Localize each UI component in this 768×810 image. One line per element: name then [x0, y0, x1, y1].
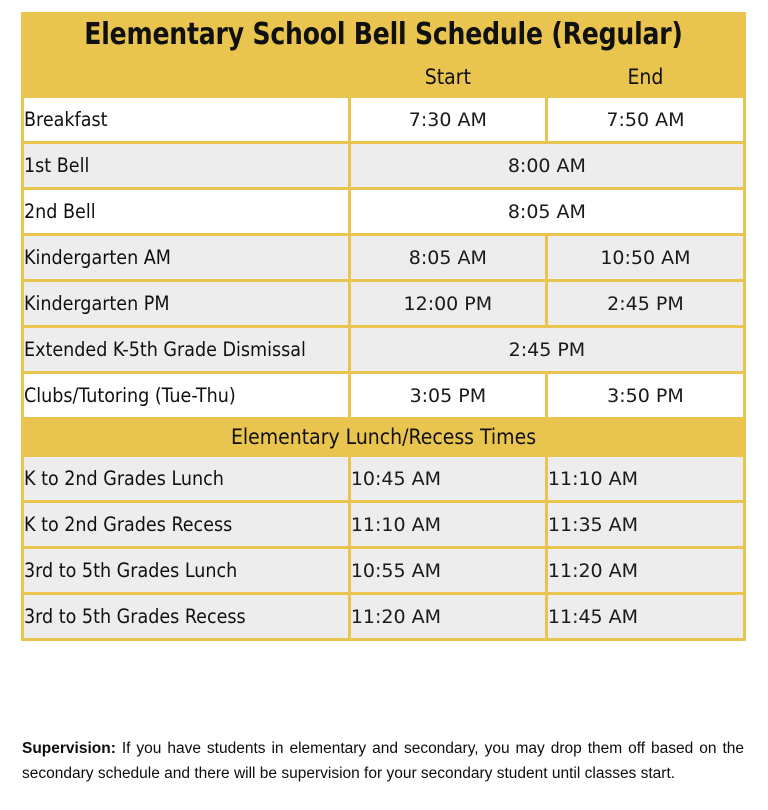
- row-label: Kindergarten PM: [24, 282, 348, 325]
- row-start-time: 12:00 PM: [351, 282, 545, 325]
- row-end-time: 10:50 AM: [548, 236, 743, 279]
- column-header-end: End: [548, 59, 743, 95]
- table-row: [24, 282, 743, 325]
- row-label: 1st Bell: [24, 144, 348, 187]
- page-title: Elementary School Bell Schedule (Regular): [84, 17, 683, 52]
- row-start-time: 10:55 AM: [351, 549, 545, 592]
- table-row: [24, 98, 743, 141]
- supervision-note: [22, 736, 744, 786]
- row-end-time: 3:50 PM: [548, 374, 743, 417]
- row-label: 3rd to 5th Grades Lunch: [24, 549, 348, 592]
- row-end-time: 11:20 AM: [548, 549, 743, 592]
- bell-schedule-card: [21, 12, 746, 641]
- table-row: [24, 457, 743, 500]
- table-row: [24, 144, 743, 187]
- row-label: Clubs/Tutoring (Tue-Thu): [24, 374, 348, 417]
- row-label: K to 2nd Grades Recess: [24, 503, 348, 546]
- row-label: Extended K-5th Grade Dismissal: [24, 328, 348, 371]
- row-start-time: 11:20 AM: [351, 595, 545, 638]
- table-row: [24, 190, 743, 233]
- row-start-time: 7:30 AM: [351, 98, 545, 141]
- row-end-time: 7:50 AM: [548, 98, 743, 141]
- row-label: 2nd Bell: [24, 190, 348, 233]
- table-row: [24, 595, 743, 638]
- lunch-section-band-label: Elementary Lunch/Recess Times: [24, 420, 743, 454]
- column-header-start: Start: [351, 59, 545, 95]
- schedule-table-head: [24, 59, 743, 95]
- row-merged-time: 8:05 AM: [351, 190, 743, 233]
- row-start-time: 11:10 AM: [351, 503, 545, 546]
- row-end-time: 11:10 AM: [548, 457, 743, 500]
- table-row: [24, 236, 743, 279]
- row-start-time: 10:45 AM: [351, 457, 545, 500]
- lunch-section-band-row: [24, 420, 743, 454]
- bell-schedule-table: [21, 56, 746, 641]
- row-label: Kindergarten AM: [24, 236, 348, 279]
- column-header-label: [24, 59, 348, 95]
- row-label: 3rd to 5th Grades Recess: [24, 595, 348, 638]
- table-row: [24, 503, 743, 546]
- table-row: [24, 328, 743, 371]
- supervision-note-body: If you have students in elementary and secondary, you may drop them off based on the secondary schedule and there will be supervision for your secondary student until classes start.: [22, 740, 744, 782]
- row-start-time: 3:05 PM: [351, 374, 545, 417]
- supervision-note-lead: Supervision:: [22, 740, 116, 757]
- column-header-row: [24, 59, 743, 95]
- row-merged-time: 2:45 PM: [351, 328, 743, 371]
- row-label: K to 2nd Grades Lunch: [24, 457, 348, 500]
- row-start-time: 8:05 AM: [351, 236, 545, 279]
- row-end-time: 2:45 PM: [548, 282, 743, 325]
- schedule-title-bar: [21, 12, 746, 56]
- row-end-time: 11:45 AM: [548, 595, 743, 638]
- row-label: Breakfast: [24, 98, 348, 141]
- table-row: [24, 549, 743, 592]
- row-merged-time: 8:00 AM: [351, 144, 743, 187]
- row-end-time: 11:35 AM: [548, 503, 743, 546]
- table-row: [24, 374, 743, 417]
- schedule-table-body: [24, 98, 743, 638]
